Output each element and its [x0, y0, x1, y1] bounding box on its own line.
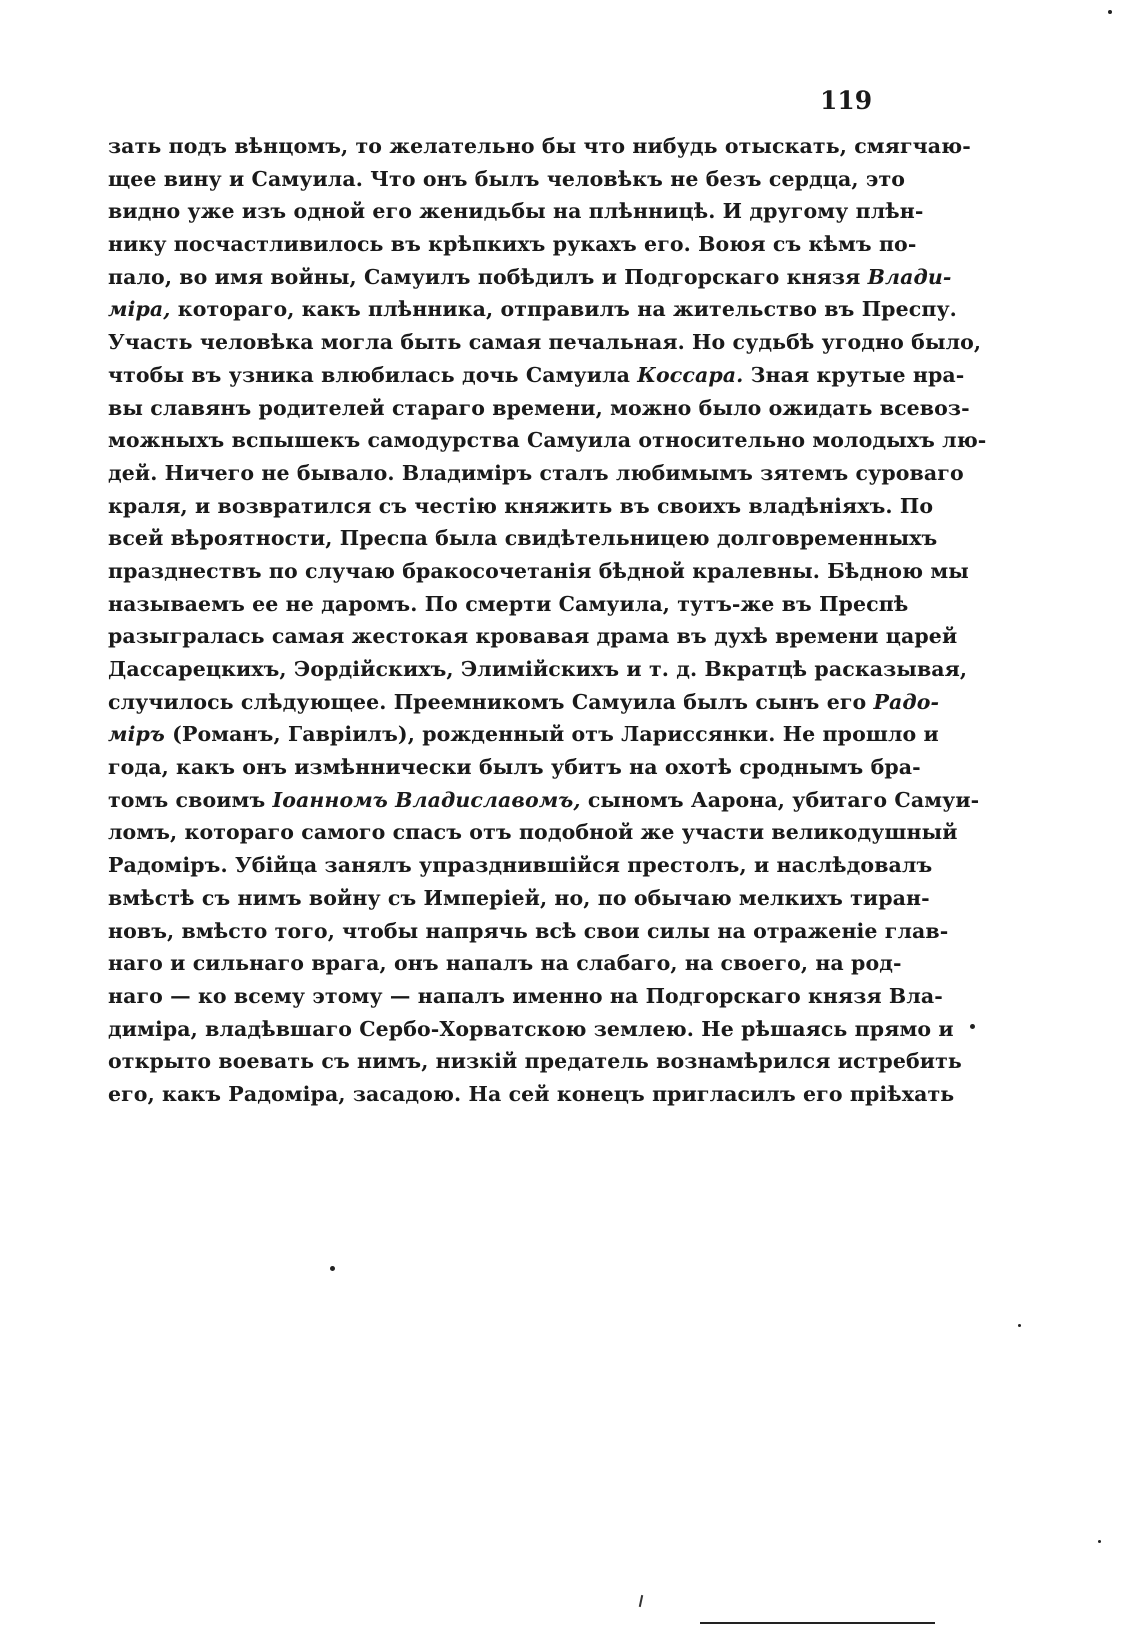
italic-name: Іоанномъ Владиславомъ, [272, 787, 581, 812]
scan-speck [1098, 1540, 1101, 1543]
text-run: случилось слѣдующее. Преемникомъ Самуила былъ сынъ его [108, 689, 874, 714]
italic-name: Радо- [873, 689, 940, 714]
text-line: Участь человѣка могла быть самая печальная. Но судьбѣ угодно было, [108, 330, 982, 355]
text-line: наго и сильнаго врага, онъ напалъ на слабаго, на своего, на род- [108, 951, 902, 976]
text-line: года, какъ онъ измѣннически былъ убитъ на охотѣ сроднымъ бра- [108, 755, 921, 780]
text-line: вы славянъ родителей стараго времени, можно было ожидать всевоз- [108, 395, 970, 420]
text-line: называемъ ее не даромъ. По смерти Самуила, тутъ-же въ Преспѣ [108, 591, 909, 616]
text-line: празднествъ по случаю бракосочетанія бѣдной кралевны. Бѣдною мы [108, 558, 969, 583]
text-line [108, 784, 980, 817]
text-line [108, 718, 939, 751]
text-line [108, 359, 965, 392]
italic-name: мі [108, 297, 136, 322]
text-line: Радоміръ. Убійца занялъ упразднившійся престолъ, и наслѣдовалъ [108, 853, 933, 878]
text-line: зать подъ вѣнцомъ, то желательно бы что нибудь отыскать, смягчаю- [108, 134, 971, 158]
body-text [108, 130, 987, 1111]
italic-name: ра, [135, 297, 171, 322]
text-line: дей. Ничего не бывало. Владиміръ сталъ любимымъ зятемъ суроваго [108, 460, 964, 485]
text-run: пало, во имя войны, Самуилъ побѣдилъ и Подгорскаго князя [108, 264, 868, 289]
text-line [108, 686, 940, 719]
text-run: томъ своимъ [108, 787, 273, 812]
footer-rule [700, 1622, 935, 1624]
scan-speck [970, 1024, 975, 1029]
scan-mark [639, 1595, 643, 1607]
text-line [108, 261, 952, 294]
text-line: диміра, владѣвшаго Сербо-Хорватскою землею. Не рѣшаясь прямо и [108, 1016, 954, 1041]
text-line: наго — ко всему этому — напалъ именно на Подгорскаго князя Вла- [108, 983, 943, 1008]
italic-name: міръ [108, 722, 165, 747]
text-line: щее вину и Самуила. Что онъ былъ человѣкъ не безъ сердца, это [108, 166, 906, 191]
text-line: Дассарецкихъ, Эордійскихъ, Элимійскихъ и т. д. Вкратцѣ расказывая, [108, 657, 968, 681]
scan-speck [330, 1266, 335, 1271]
text-line: нику посчастливилось въ крѣпкихъ рукахъ его. Воюя съ кѣмъ по- [108, 232, 917, 257]
page-number: 119 [820, 86, 873, 115]
text-line: открыто воевать съ нимъ, низкій предатель вознамѣрился истребить [108, 1049, 962, 1074]
text-line: разыгралась самая жестокая кровавая драма въ духѣ времени царей [108, 624, 958, 649]
scan-speck [1018, 1324, 1021, 1327]
text-run: (Романъ, Гавріилъ), рожденный отъ Ларисcянки. Не прошло и [164, 722, 939, 747]
scan-speck [1108, 10, 1112, 14]
text-run: Зная крутые нра- [743, 362, 965, 387]
text-run: сыномъ Аарона, убитаго Самуи- [580, 787, 980, 812]
text-line: можныхъ вспышекъ самодурства Самуила относительно молодыхъ лю- [108, 428, 987, 453]
text-line: всей вѣроятности, Преспа была свидѣтельницею долговременныхъ [108, 526, 938, 551]
text-line: его, какъ Радоміра, засадою. На сей конецъ пригласилъ его пріѣхать [108, 1081, 955, 1106]
italic-name: Коссара. [637, 362, 744, 387]
text-line: видно уже изъ одной его женидьбы на плѣнницѣ. И другому плѣн- [108, 199, 924, 224]
text-line: ломъ, котораго самого спасъ отъ подобной же участи великодушный [108, 820, 958, 845]
text-line: краля, и возвратился съ честію княжить въ своихъ владѣніяхъ. По [108, 493, 934, 518]
text-line: новъ, вмѣсто того, чтобы напрячь всѣ свои силы на отраженіе глав- [108, 918, 949, 943]
text-line [108, 293, 957, 326]
text-line: вмѣстѣ съ нимъ войну съ Имперіей, но, по обычаю мелкихъ тиран- [108, 885, 930, 910]
italic-name: Влади- [867, 264, 952, 289]
text-run: чтобы въ узника влюбилась дочь Самуила [108, 362, 638, 387]
text-run: котораго, какъ плѣнника, отправилъ на жительство въ Преспу. [170, 297, 957, 322]
